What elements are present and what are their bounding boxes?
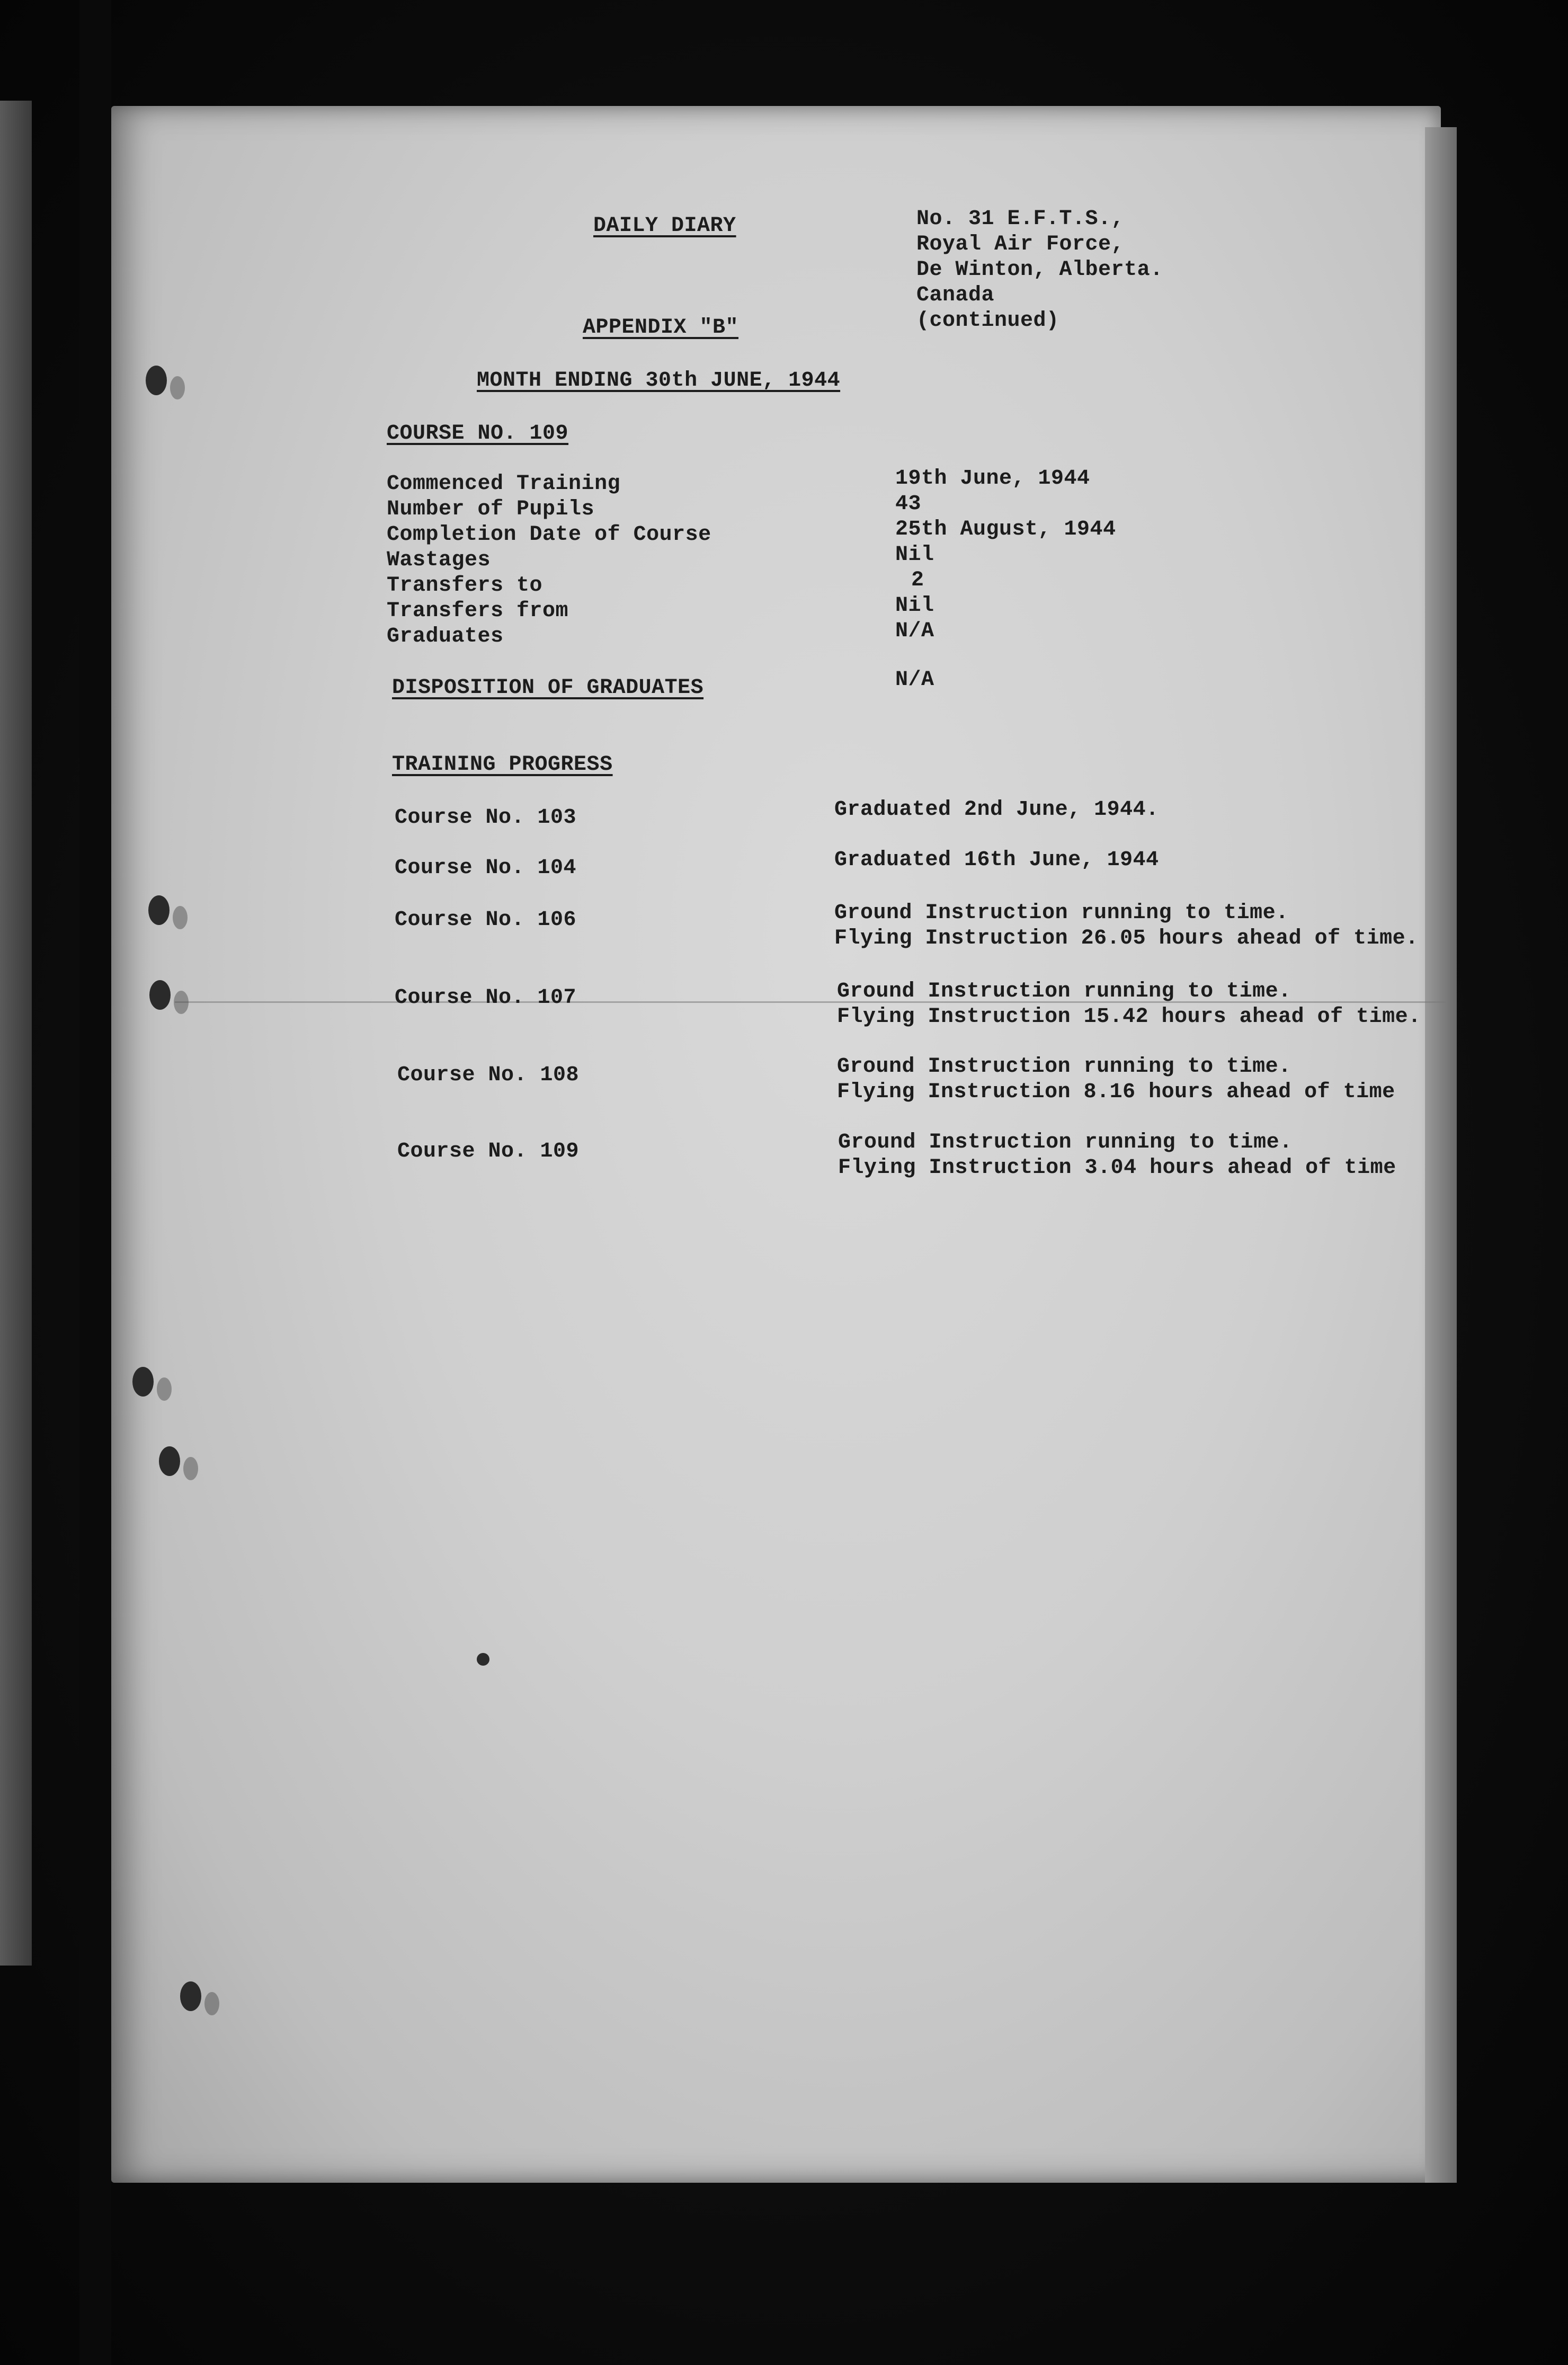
- progress-line: Graduated 2nd June, 1944.: [834, 798, 1159, 822]
- progress-line: Flying Instruction 8.16 hours ahead of time: [837, 1080, 1395, 1104]
- progress-course: Course No. 109: [397, 1140, 580, 1163]
- progress-course: Course No. 103: [395, 806, 577, 830]
- course-field-values: [895, 466, 1116, 644]
- progress-lines: [837, 979, 1421, 1030]
- binder-hole: [132, 1367, 154, 1397]
- progress-course: Course No. 108: [397, 1063, 580, 1087]
- field-label: Completion Date of Course: [387, 523, 711, 547]
- unit-line: No. 31 E.F.T.S.,: [916, 207, 1125, 231]
- progress-course: Course No. 106: [395, 908, 577, 932]
- field-label: Commenced Training: [387, 472, 621, 496]
- field-value: 2: [911, 568, 924, 592]
- field-value: 19th June, 1944: [895, 467, 1090, 491]
- field-value: Nil: [895, 594, 934, 618]
- binder-hole: [148, 895, 170, 925]
- field-label: Number of Pupils: [387, 497, 595, 521]
- unit-line: (continued): [916, 309, 1059, 333]
- field-value: N/A: [895, 619, 934, 643]
- progress-line: Ground Instruction running to time.: [834, 901, 1289, 925]
- field-label: Transfers to: [387, 574, 543, 598]
- diary-title: DAILY DIARY: [593, 214, 736, 238]
- progress-line: Ground Instruction running to time.: [838, 1131, 1293, 1154]
- binder-hole: [159, 1446, 180, 1476]
- progress-lines: [834, 901, 1419, 952]
- progress-line: Flying Instruction 26.05 hours ahead of time.: [834, 927, 1419, 950]
- binder-hole: [180, 1981, 201, 2011]
- progress-line: Flying Instruction 3.04 hours ahead of time: [838, 1156, 1396, 1180]
- course-heading: COURSE NO. 109: [387, 422, 569, 446]
- field-value: Nil: [895, 543, 934, 567]
- course-field-labels: [387, 472, 711, 650]
- unit-line: De Winton, Alberta.: [916, 258, 1163, 282]
- progress-course: Course No. 107: [395, 986, 577, 1010]
- unit-address: [916, 207, 1163, 334]
- binder-hole: [149, 980, 171, 1010]
- appendix-label: APPENDIX "B": [583, 316, 739, 340]
- disposition-value: N/A: [895, 668, 934, 692]
- progress-line: Flying Instruction 15.42 hours ahead of time.: [837, 1005, 1421, 1029]
- progress-line: Ground Instruction running to time.: [837, 980, 1291, 1003]
- field-value: 25th August, 1944: [895, 518, 1116, 541]
- field-label: Wastages: [387, 548, 491, 572]
- progress-line: Ground Instruction running to time.: [837, 1055, 1291, 1079]
- ink-spot: [477, 1653, 489, 1666]
- training-progress-heading: TRAINING PROGRESS: [392, 753, 613, 777]
- progress-line: Graduated 16th June, 1944: [834, 848, 1159, 872]
- page-gap: [79, 0, 111, 2365]
- unit-line: Royal Air Force,: [916, 233, 1125, 256]
- field-value: 43: [895, 492, 922, 516]
- progress-course: Course No. 104: [395, 856, 577, 880]
- unit-line: Canada: [916, 283, 995, 307]
- field-label: Transfers from: [387, 599, 569, 623]
- disposition-heading: DISPOSITION OF GRADUATES: [392, 676, 704, 700]
- month-ending: MONTH ENDING 30th JUNE, 1944: [477, 369, 841, 393]
- progress-lines: [837, 1054, 1395, 1105]
- binder-hole: [146, 366, 167, 395]
- page-right-edge: [1425, 127, 1457, 2183]
- field-label: Graduates: [387, 625, 504, 648]
- progress-lines: [838, 1130, 1396, 1181]
- previous-page-edge: [0, 101, 32, 1966]
